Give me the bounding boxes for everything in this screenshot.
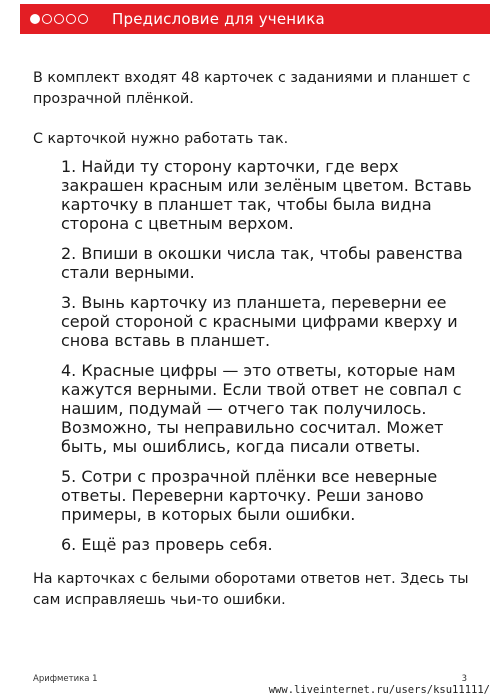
outro-paragraph: На карточках с белыми оборотами ответов нет. Здесь ты сам исправляешь чьи-то ошибки. [33,571,469,608]
step-item: 3. Вынь карточку из планшета, переверни ее серой стороной с красными цифрами кверху и снова вставь в планшет. [61,293,458,350]
step-item: 4. Красные цифры — это ответы, которые нам кажутся верными. Если твой ответ не совпал с нашим, подумай — отчего так получилось. Возможно, ты неправильно сосчитал. Может быть, мы ошиблись, когда писали ответы. [61,361,462,456]
step-item: 6. Ещё раз проверь себя. [61,535,273,554]
page-footer [33,674,467,684]
instructions-lead: С карточкой нужно работать так. [33,131,289,147]
progress-dot-empty [54,14,64,24]
instruction-steps [33,157,473,554]
progress-dot-empty [42,14,52,24]
document-body [33,68,473,611]
progress-dots [30,14,90,24]
intro-paragraph: В комплект входят 48 карточек с заданиями и планшет с прозрачной плёнкой. [33,70,471,107]
progress-dot-empty [78,14,88,24]
watermark-url: www.liveinternet.ru/users/ksu11111/ [268,684,490,696]
page-header [20,4,490,34]
progress-dot-empty [66,14,76,24]
step-item: 5. Сотри с прозрачной плёнки все неверные ответы. Переверни карточку. Реши заново примеры, в которых были ошибки. [61,467,438,524]
step-item: 2. Впиши в окошки числа так, чтобы равенства стали верными. [61,244,463,282]
step-item: 1. Найди ту сторону карточки, где верх закрашен красным или зелёным цветом. Вставь карточку в планшет так, чтобы была видна сторона с цветным верхом. [61,157,472,233]
progress-dot-filled [30,14,40,24]
page-number: 3 [461,674,467,684]
book-title: Арифметика 1 [33,674,98,684]
page-title: Предисловие для ученика [112,10,325,28]
